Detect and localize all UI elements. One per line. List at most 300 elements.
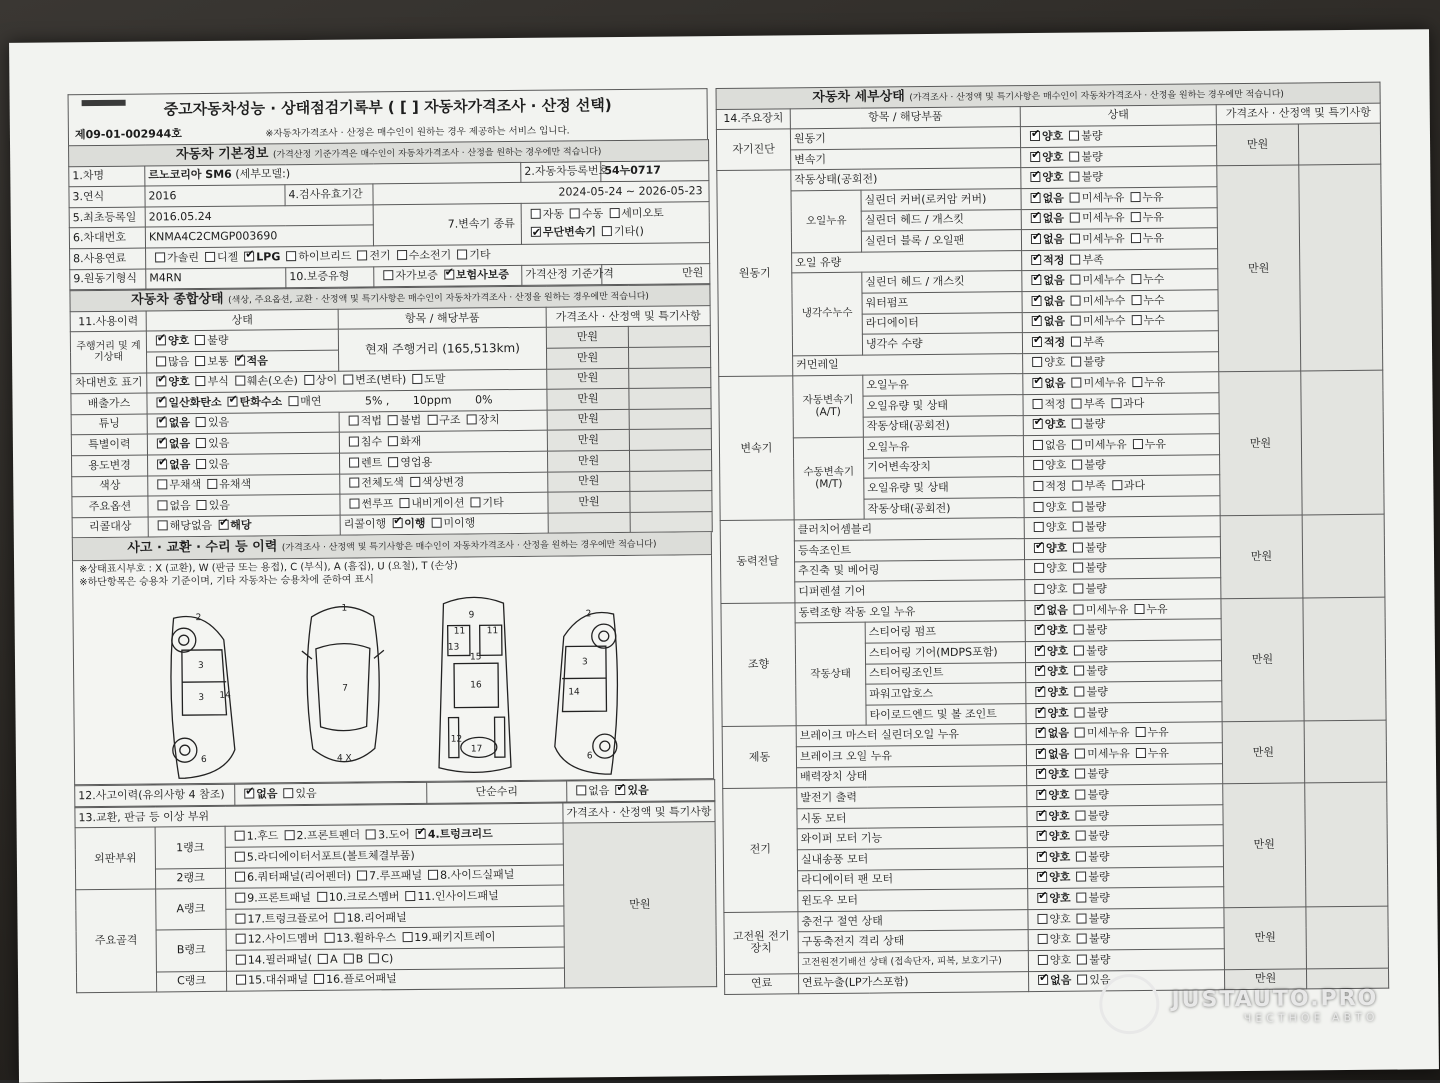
option-label: 누유 xyxy=(1143,233,1164,245)
status-options xyxy=(1028,887,1224,909)
option-label: 없음 xyxy=(1043,275,1064,287)
mark-12: 12 xyxy=(451,735,463,745)
group-price: 만원 xyxy=(1217,165,1301,372)
option-label: 4.트렁크리드 xyxy=(428,828,493,841)
option-label: 양호 xyxy=(1047,645,1068,657)
checkbox-icon xyxy=(1073,563,1083,573)
option-label: 없음 xyxy=(1048,748,1069,760)
parts-price-header: 가격조사 · 산정액 및 특기사항 xyxy=(563,801,715,823)
checkbox-icon xyxy=(1131,315,1141,325)
parts-label: 13.교환, 판금 등 이상 부위 xyxy=(75,803,563,828)
detail-rows xyxy=(716,123,1388,994)
sub-group-label: 작동상태 xyxy=(795,623,866,727)
item-label: 오일누유 xyxy=(863,374,1023,396)
year-value: 2016 xyxy=(145,185,285,207)
emission-price: 만원 xyxy=(547,389,629,410)
option-label: A xyxy=(330,954,338,966)
checkbox-icon xyxy=(235,893,245,903)
group-note xyxy=(1304,721,1387,784)
checkbox-icon xyxy=(244,789,254,799)
checkbox-icon xyxy=(1074,645,1084,655)
option-label: 양호 xyxy=(1048,810,1069,822)
checkbox-icon xyxy=(1033,481,1043,491)
status-options xyxy=(1028,949,1224,971)
checkbox-icon xyxy=(286,251,296,261)
option-label: 불량 xyxy=(1084,460,1105,472)
option-label: 매연 xyxy=(300,396,321,408)
option-label: 누유 xyxy=(1146,603,1167,615)
checkbox-icon xyxy=(1132,377,1142,387)
checkbox-icon xyxy=(531,209,541,219)
odo-status-options xyxy=(146,330,338,352)
option-label: 불량 xyxy=(1087,686,1108,698)
option-label: 불량 xyxy=(1085,542,1106,554)
item-label: 워터펌프 xyxy=(862,292,1022,314)
status-options xyxy=(1024,475,1220,497)
option-label: 적정 xyxy=(1043,254,1064,266)
checkbox-icon xyxy=(1030,131,1040,141)
option-label: 과다 xyxy=(1124,480,1145,492)
status-options xyxy=(1021,207,1217,229)
checkbox-icon xyxy=(1077,954,1087,964)
checkbox-icon xyxy=(156,377,166,387)
checkbox-icon xyxy=(1031,275,1041,285)
option-label: 양호 xyxy=(1049,831,1070,843)
checkbox-icon xyxy=(1133,439,1143,449)
item-label: 클러치어셈블리 xyxy=(794,518,1024,541)
option-label: 없음 xyxy=(1043,234,1064,246)
checkbox-icon xyxy=(1034,522,1044,532)
item-label: 작동상태(공회전) xyxy=(864,497,1024,519)
checkbox-icon xyxy=(609,208,619,218)
checkbox-icon xyxy=(1038,934,1048,944)
checkbox-icon xyxy=(1071,316,1081,326)
checkbox-icon xyxy=(1033,399,1043,409)
option-label: 누유 xyxy=(1145,439,1166,451)
option-label: 많음 xyxy=(168,356,189,368)
checkbox-icon xyxy=(1031,234,1041,244)
checkbox-icon xyxy=(457,249,467,259)
device-group-label: 제동 xyxy=(722,726,797,788)
option-label: 양호 xyxy=(1047,687,1068,699)
item-label: 윈도우 모터 xyxy=(798,889,1028,912)
checkbox-icon xyxy=(1112,480,1122,490)
checkbox-icon xyxy=(397,250,407,260)
checkbox-icon xyxy=(236,954,246,964)
group-note xyxy=(1302,515,1385,598)
status-options xyxy=(1026,702,1222,724)
status-options xyxy=(1021,228,1217,250)
status-options xyxy=(1027,825,1223,847)
item-label: 연료누출(LP가스포함) xyxy=(799,971,1029,994)
option-label: 탄화수소 xyxy=(240,396,283,409)
mark-16: 16 xyxy=(470,681,482,691)
option-label: 해당없음 xyxy=(170,520,213,533)
checkbox-icon xyxy=(410,477,420,487)
checkbox-icon xyxy=(1071,357,1081,367)
col-price: 가격조사 · 산정액 및 특기사항 xyxy=(546,305,710,327)
option-label: 불량 xyxy=(1081,151,1102,163)
item-label: 오일누유 xyxy=(863,436,1023,458)
checkbox-icon xyxy=(1034,584,1044,594)
option-label: 양호 xyxy=(1050,954,1071,966)
option-label: 없음 xyxy=(1044,316,1065,328)
mark-13: 13 xyxy=(448,643,460,653)
document-title-block xyxy=(68,88,708,145)
option-label: 누유 xyxy=(1144,377,1165,389)
checkbox-icon xyxy=(1130,192,1140,202)
checkbox-icon xyxy=(1035,646,1045,656)
warranty-options xyxy=(374,265,522,287)
watermark-logo-icon xyxy=(1099,974,1160,1035)
checkbox-icon xyxy=(1069,151,1079,161)
checkbox-icon xyxy=(196,417,206,427)
odo-current: 현재 주행거리 (165,513km) xyxy=(338,328,546,371)
rankB-label: B랭크 xyxy=(156,930,226,972)
diagram-legend: ※상태표시부호 : X (교환), W (판금 또는 용접), C (부식), A (흠집), U (요철), T (손상) ※하단항목은 승용차 기준이며, 기타 자동차는 승용차에 준하여 표시 xyxy=(73,555,711,591)
warranty-label: 10.보증유형 xyxy=(286,266,374,287)
first-reg-value: 2016.05.24 xyxy=(145,205,373,228)
option-label: 8.사이드실패널 xyxy=(440,869,514,882)
option-label: 불량 xyxy=(1083,357,1104,369)
device-group-label: 자기진단 xyxy=(716,129,790,171)
option-label: 양호 xyxy=(1046,543,1067,555)
emission-options: ✔ 일산화탄소✔ 탄화수소 매연 5% , 10ppm 0% xyxy=(147,389,547,413)
mark-2-right: 2 xyxy=(586,610,592,620)
group-note xyxy=(1306,906,1389,969)
status-options xyxy=(1028,907,1224,929)
option-label: 없음 xyxy=(1050,975,1071,987)
status-options xyxy=(1023,413,1219,435)
usage-sub-options xyxy=(339,451,547,474)
group-note xyxy=(1299,165,1383,372)
checkbox-icon xyxy=(602,226,612,236)
option-label: 있음 xyxy=(208,438,229,450)
option-label: 훼손(오손) xyxy=(247,375,298,388)
item-label: 타이로드엔드 및 볼 조인트 xyxy=(866,703,1026,725)
color-options xyxy=(148,474,340,496)
group-price: 만원 xyxy=(1219,371,1302,516)
status-options xyxy=(1026,722,1222,744)
status-options xyxy=(1025,557,1221,579)
options-options xyxy=(148,494,340,516)
option-label: 있음 xyxy=(295,788,316,800)
checkbox-icon xyxy=(1077,892,1087,902)
option-label: 자가보증 xyxy=(395,270,438,283)
detail-status-table xyxy=(716,82,1390,995)
options-price: 만원 xyxy=(548,491,630,512)
item-label: 스티어링조인트 xyxy=(866,662,1026,684)
mark-6-right: 6 xyxy=(587,752,593,762)
item-label: 고전원전기배선 상태 (접속단자, 피복, 보호기구) xyxy=(798,951,1028,974)
option-label: 양호 xyxy=(1045,501,1066,513)
option-label: 불량 xyxy=(1086,645,1107,657)
checkbox-icon xyxy=(1036,790,1046,800)
overall-status-table xyxy=(69,284,712,538)
item-label: 실린더 헤드 / 개스킷 xyxy=(862,271,1022,293)
first-reg-label: 5.최초등록일 xyxy=(69,207,145,228)
option-label: 부식 xyxy=(208,376,229,388)
status-options xyxy=(1025,640,1221,662)
option-label: 불량 xyxy=(1089,933,1110,945)
option-label: 도말 xyxy=(424,374,445,386)
checkbox-icon xyxy=(156,335,166,345)
option-label: 9.프론트패널 xyxy=(247,892,311,905)
status-options xyxy=(1026,681,1222,703)
checkbox-icon xyxy=(1075,748,1085,758)
status-options xyxy=(1020,125,1216,147)
tuning-price: 만원 xyxy=(547,409,629,430)
option-label: 부족 xyxy=(1084,398,1105,410)
status-options xyxy=(1022,290,1218,312)
item-label: 와이퍼 모터 기능 xyxy=(797,827,1027,850)
option-label: 불량 xyxy=(1085,501,1106,513)
item-label: 발전기 출력 xyxy=(797,786,1027,809)
status-options xyxy=(1027,846,1223,868)
checkbox-icon xyxy=(1030,151,1040,161)
option-label: 양호 xyxy=(1048,790,1069,802)
option-label: 양호 xyxy=(1045,460,1066,472)
checkbox-icon xyxy=(1037,831,1047,841)
option-label: 미세누유 xyxy=(1082,233,1125,246)
option-label: 양호 xyxy=(1042,131,1063,143)
checkbox-icon xyxy=(531,227,541,237)
accident-label: 12.사고이력(유의사항 4 참조) xyxy=(75,784,235,806)
checkbox-icon xyxy=(156,397,166,407)
option-label: 10.크로스멤버 xyxy=(329,891,400,904)
option-label: 미세누유 xyxy=(1082,192,1125,205)
group-note xyxy=(1298,123,1380,165)
mark-11-r: 11 xyxy=(487,626,499,636)
checkbox-icon xyxy=(1032,296,1042,306)
mark-6-left: 6 xyxy=(201,755,207,765)
item-label: 스티어링 펌프 xyxy=(865,621,1025,643)
option-label: 없음 xyxy=(1043,213,1064,225)
checkbox-icon xyxy=(196,376,206,386)
checkbox-icon xyxy=(431,518,441,528)
checkbox-icon xyxy=(1074,666,1084,676)
status-options xyxy=(1025,619,1221,641)
checkbox-icon xyxy=(1070,192,1080,202)
option-label: 내비게이션 xyxy=(411,497,464,510)
option-label: 양호 xyxy=(1047,666,1068,678)
checkbox-icon xyxy=(399,498,409,508)
recall-do: 리콜이행✔ 이행 미이행 xyxy=(340,513,548,536)
group-note xyxy=(1303,597,1386,721)
device-group-label: 조향 xyxy=(721,603,796,727)
checkbox-icon xyxy=(158,521,168,531)
accident-options xyxy=(235,783,427,805)
option-label: 양호 xyxy=(1050,934,1071,946)
checkbox-icon xyxy=(1031,213,1041,223)
status-options xyxy=(1023,372,1219,394)
checkbox-icon xyxy=(349,498,359,508)
option-label: 부족 xyxy=(1083,336,1104,348)
checkbox-icon xyxy=(343,375,353,385)
reg-value: 54누0717 xyxy=(601,160,709,182)
checkbox-icon xyxy=(1077,934,1087,944)
mark-2-left: 2 xyxy=(196,613,202,623)
checkbox-icon xyxy=(218,520,228,530)
option-label: 보험사보증 xyxy=(456,269,509,282)
checkbox-icon xyxy=(1030,172,1040,182)
checkbox-icon xyxy=(1036,749,1046,759)
option-label: 없음 xyxy=(1046,604,1067,616)
checkbox-icon xyxy=(1077,975,1087,985)
item-label: 구동축전지 격리 상태 xyxy=(798,930,1028,953)
option-label: 미세누유 xyxy=(1084,439,1127,452)
special-options xyxy=(147,432,339,454)
special-label: 특별이력 xyxy=(71,434,147,455)
checkbox-icon xyxy=(1036,810,1046,820)
checkbox-icon xyxy=(1032,378,1042,388)
option-label: 없음 xyxy=(256,788,277,800)
option-label: 양호 xyxy=(1049,913,1070,925)
mark-1: 1 xyxy=(341,604,347,614)
item-label: 오일 유량 xyxy=(792,250,1022,273)
col-status: 상태 xyxy=(146,309,338,331)
checkbox-icon xyxy=(1033,440,1043,450)
checkbox-icon xyxy=(314,974,324,984)
checkbox-icon xyxy=(235,376,245,386)
document-number: 제09-01-002944호 xyxy=(75,127,182,141)
special-price: 만원 xyxy=(547,430,629,451)
checkbox-icon xyxy=(1031,193,1041,203)
option-label: 미세누수 xyxy=(1083,315,1126,328)
group-price: 만원 xyxy=(1223,783,1306,907)
option-label: 불량 xyxy=(1086,625,1107,637)
checkbox-icon xyxy=(1075,707,1085,717)
status-options xyxy=(1027,784,1223,806)
checkbox-icon xyxy=(1034,543,1044,553)
status-options xyxy=(1022,248,1218,270)
trans-options xyxy=(521,201,709,244)
mark-3-right: 3 xyxy=(582,658,588,668)
option-label: 불량 xyxy=(1087,707,1108,719)
item-label: 브레이크 오일 누유 xyxy=(796,745,1026,768)
option-label: 미세누유 xyxy=(1084,377,1127,390)
checkbox-icon xyxy=(388,416,398,426)
status-options xyxy=(1023,434,1219,456)
checkbox-icon xyxy=(235,355,245,365)
option-label: 13.휠하우스 xyxy=(336,932,396,945)
watermark xyxy=(1171,986,1378,1026)
valid-label: 4.검사유효기간 xyxy=(285,184,373,205)
reg-label: 2.자동차등록번호 xyxy=(521,161,601,182)
item-label: 작동상태(공회전) xyxy=(863,415,1023,437)
checkbox-icon xyxy=(1033,460,1043,470)
option-label: C) xyxy=(381,953,393,965)
vin-mark-label: 차대번호 표기 xyxy=(71,373,147,394)
checkbox-icon xyxy=(1131,295,1141,305)
checkbox-icon xyxy=(1071,295,1081,305)
checkbox-icon xyxy=(1072,398,1082,408)
item-label: 실린더 커버(로커암 커버) xyxy=(861,189,1021,211)
option-label: 불량 xyxy=(1088,872,1109,884)
item-label: 시동 모터 xyxy=(797,806,1027,829)
checkbox-icon xyxy=(1075,687,1085,697)
option-label: 누유 xyxy=(1143,212,1164,224)
rankA-label: A랭크 xyxy=(156,889,226,931)
checkbox-icon xyxy=(157,459,167,469)
option-label: 불량 xyxy=(1089,913,1110,925)
checkbox-icon xyxy=(235,831,245,841)
checkbox-icon xyxy=(1076,851,1086,861)
checkbox-icon xyxy=(1134,604,1144,614)
item-label: 라디에이터 xyxy=(862,312,1022,334)
option-label: 누수 xyxy=(1143,294,1164,306)
vin-mark-price: 만원 xyxy=(547,368,629,389)
checkbox-icon xyxy=(1076,872,1086,882)
group-price: 만원 xyxy=(1222,721,1305,784)
col-item: 항목 / 해당부품 xyxy=(338,307,546,330)
option-label: 있음 xyxy=(1089,975,1110,987)
checkbox-icon xyxy=(1077,913,1087,923)
option-label: 적정 xyxy=(1044,337,1065,349)
option-label: 불량 xyxy=(207,335,228,347)
mark-14: 14 xyxy=(219,691,231,701)
checkbox-icon xyxy=(236,975,246,985)
checkbox-icon xyxy=(1076,831,1086,841)
option-label: 불법 xyxy=(400,415,421,427)
group-note xyxy=(1301,370,1384,515)
option-label: 5.라디에이터서포트(볼트체결부품) xyxy=(247,850,415,864)
checkbox-icon xyxy=(317,892,327,902)
option-label: 양호 xyxy=(1046,584,1067,596)
checkbox-icon xyxy=(349,478,359,488)
checkbox-icon xyxy=(1035,687,1045,697)
checkbox-icon xyxy=(1033,502,1043,512)
checkbox-icon xyxy=(1034,605,1044,615)
status-options xyxy=(1022,310,1218,332)
option-label: LPG xyxy=(256,251,280,263)
status-options xyxy=(1021,166,1217,188)
tuning-sub-options xyxy=(339,410,547,433)
mark-7: 7 xyxy=(342,684,348,694)
option-label: 양호 xyxy=(1048,769,1069,781)
option-label: 전체도색 xyxy=(361,477,404,490)
checkbox-icon xyxy=(157,500,167,510)
option-label: 있음 xyxy=(209,500,230,512)
device-group-label: 전기 xyxy=(723,788,798,912)
item-label: 추진축 및 베어링 xyxy=(795,559,1025,582)
checkbox-icon xyxy=(427,415,437,425)
vin-value: KNMA4C2CMGP003690 xyxy=(145,225,373,248)
checkbox-icon xyxy=(383,270,393,280)
option-label: 미이행 xyxy=(443,518,475,530)
tuning-options xyxy=(147,412,339,434)
option-label: 불량 xyxy=(1082,171,1103,183)
item-label: 실린더 블록 / 오일팬 xyxy=(861,230,1021,252)
checkbox-icon xyxy=(402,932,412,942)
checkbox-icon xyxy=(1075,769,1085,779)
item-label: 작동상태(공회전) xyxy=(791,168,1021,191)
option-label: 1.후드 xyxy=(247,831,279,843)
checkbox-icon xyxy=(1037,872,1047,882)
recall-label: 리콜대상 xyxy=(72,517,148,538)
option-label: 세미오토 xyxy=(621,205,664,223)
group-price: 만원 xyxy=(1220,515,1303,598)
option-label: 양호 xyxy=(1046,563,1067,575)
sub-group-label: 수동변속기 (M/T) xyxy=(793,437,864,520)
checkbox-icon xyxy=(1070,233,1080,243)
option-label: 미세누유 xyxy=(1087,727,1130,740)
checkbox-icon xyxy=(1076,810,1086,820)
option-label: 없음 xyxy=(588,785,609,797)
item-label: 오일유량 및 상태 xyxy=(863,395,1023,417)
option-label: 18.리어패널 xyxy=(347,912,407,925)
checkbox-icon xyxy=(1073,501,1083,511)
